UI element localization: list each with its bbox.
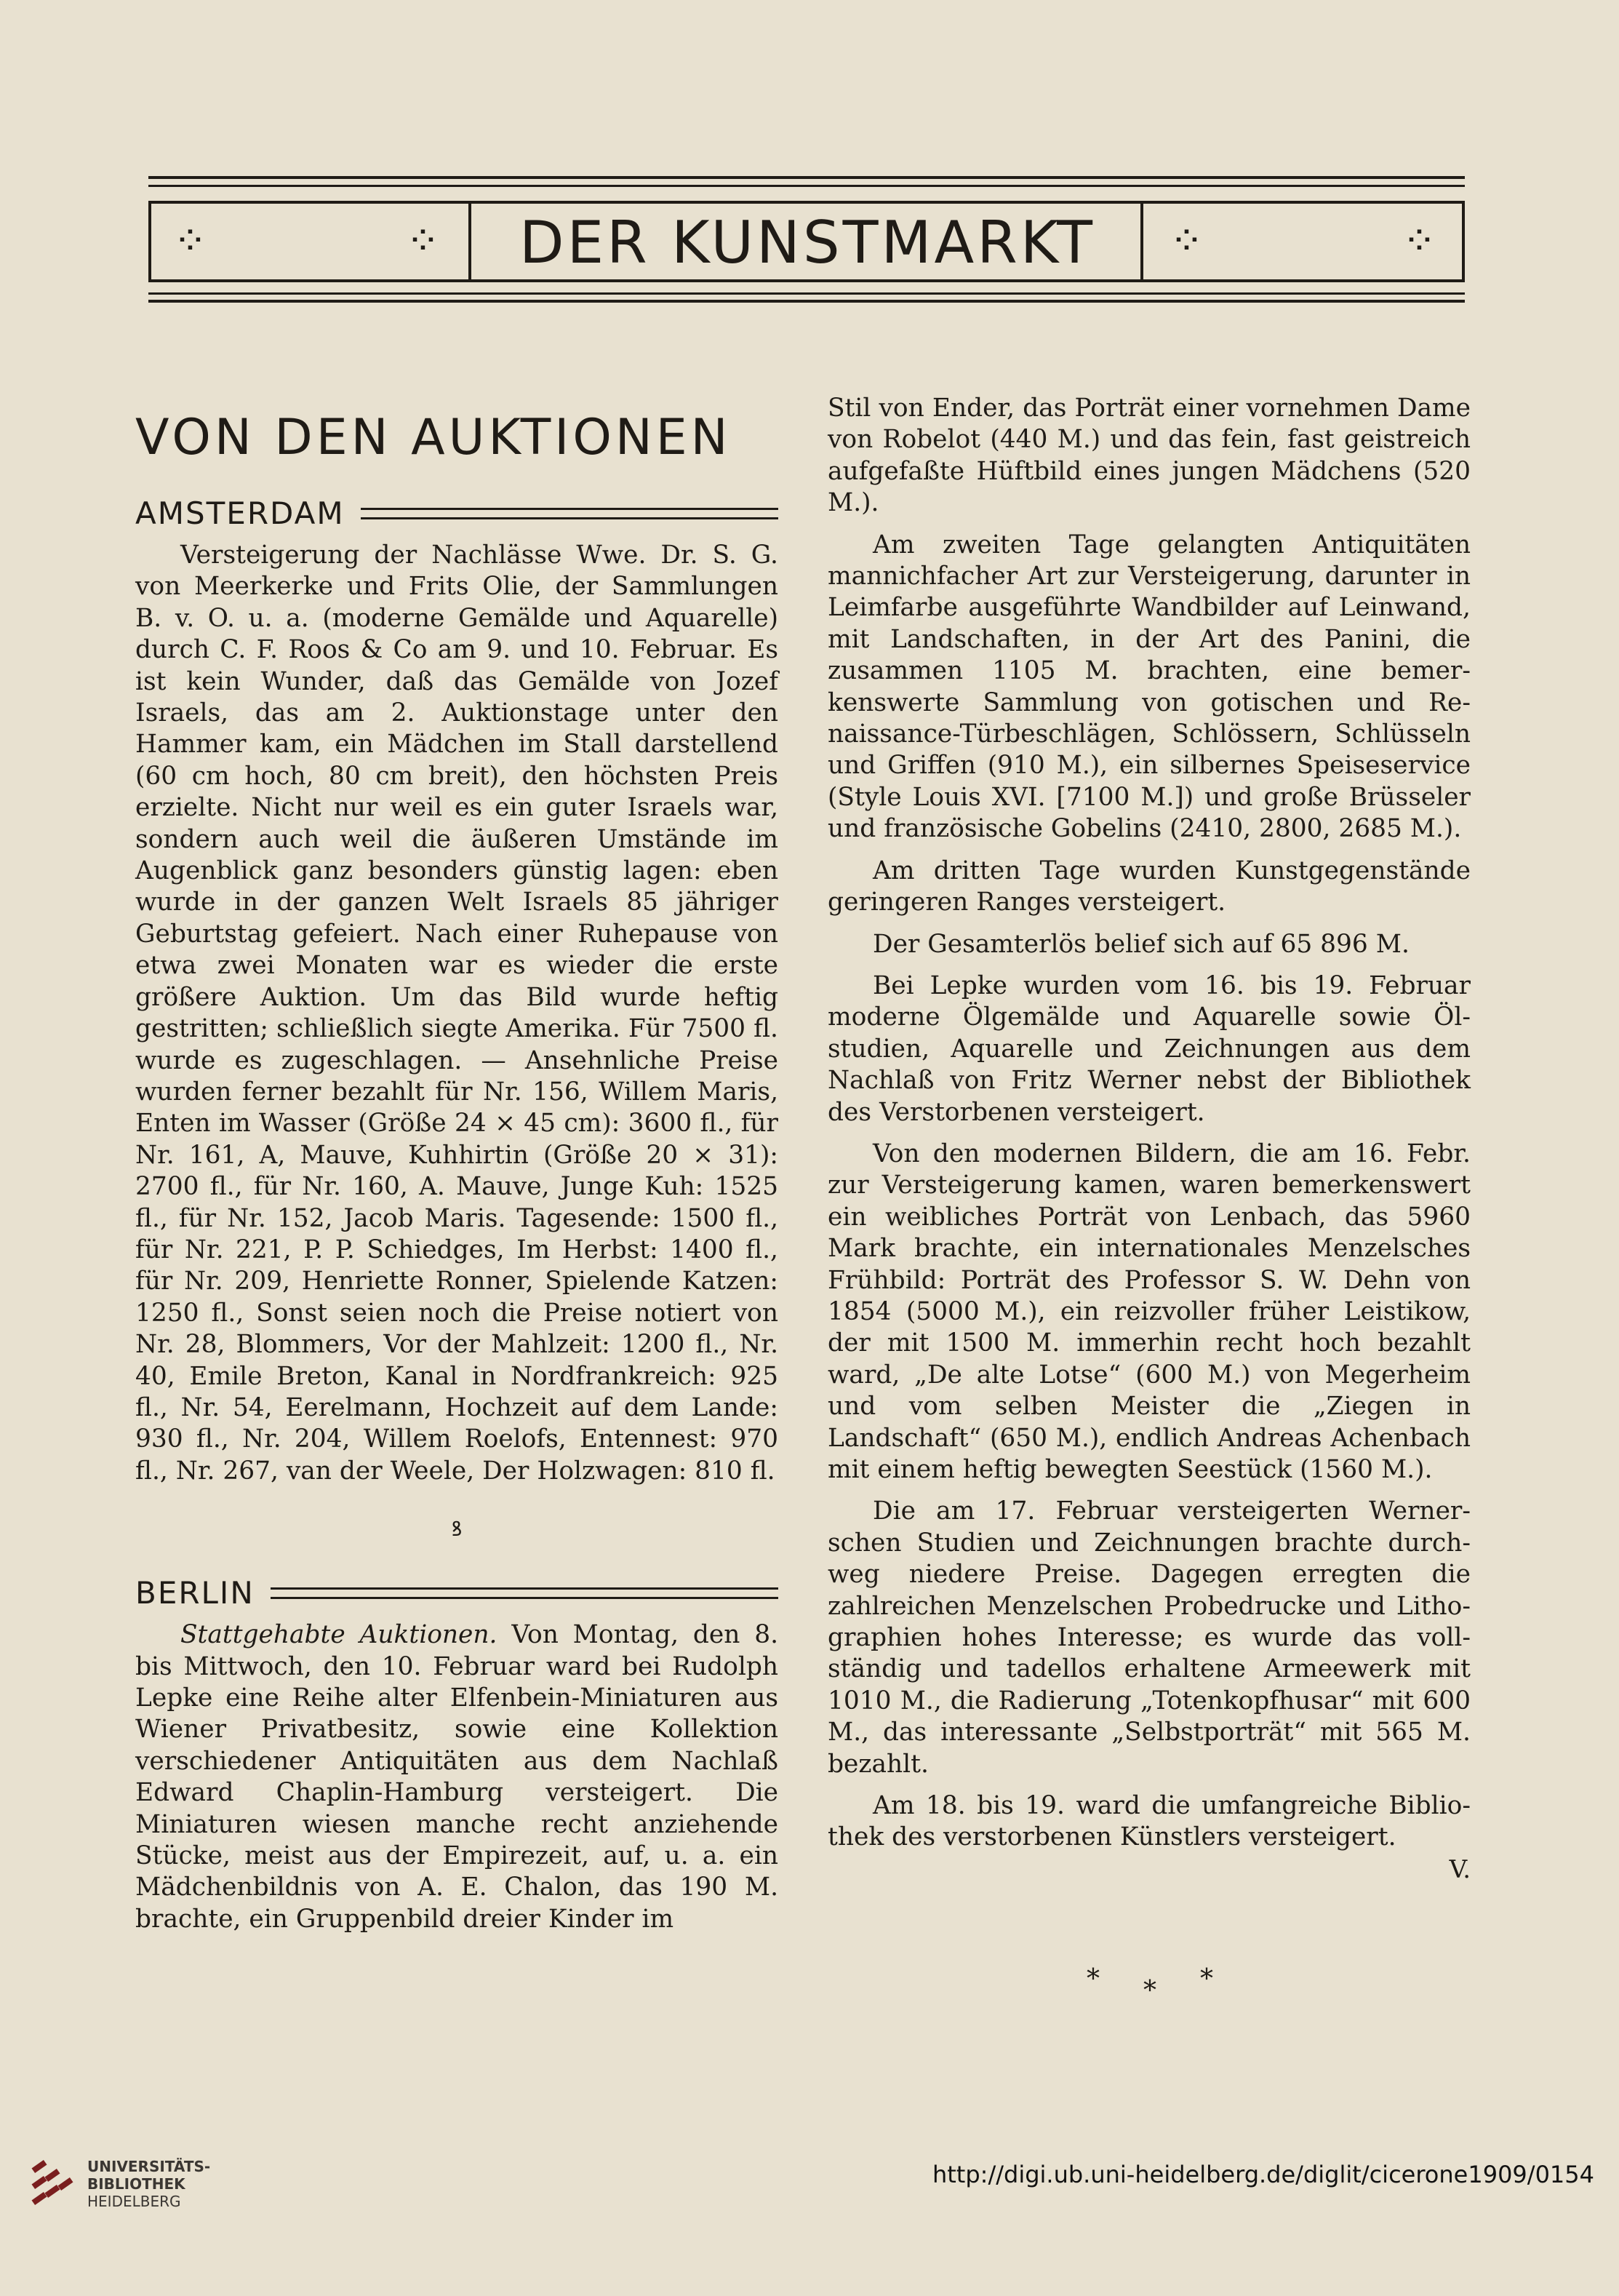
paragraph-body: Von Montag, den 8. bis Mittwoch, den 10. Februar ward bei Rudolph Lepke eine Reihe alter Elfenbein-Miniaturen aus Wiener Privatbesitz, sowie eine Kollektion verschiedener Antiquitäten aus dem Nachlaß Edward Chaplin-Hamburg versteigert. Die Miniaturen wiesen manche recht anziehende Stücke, meist aus der Empirezeit, auf, u. a. ein Mädchenbildnis von A. E. Chalon, das 190 M. brachte, ein Gruppenbild dreier Kinder im (135, 1620, 778, 1934)
paragraph: Stil von Ender, das Porträt einer vornehmen Dame von Robelot (440 M.) und das fein, fast geistreich aufgefaßte Hüftbild eines jungen Mädchens (520 M.). (828, 394, 1471, 518)
library-logo-icon (29, 2158, 80, 2209)
asterism (1069, 1964, 1244, 2008)
paragraph: Von den modernen Bildern, die am 16. Febr. zur Versteigerung kamen, waren bemerkenswert ein weibliches Porträt von Lenbach, das 5960 Mark brachte, ein internationales Menzelsches Frühbild: Porträt des Professor S. W. Dehn von 1854 (5000 M.), ein reizvoller früher Leistikow, der mit 1500 M. immerhin recht hoch bezahlt ward, „De alte Lotse“ (600 M.) von Megerheim und vom selben Meister die „Ziegen in Landschaft“ (650 M.), endlich Andreas Achenbach mit einem heftig bewegten Seestück (1560 M.). (828, 1139, 1471, 1484)
paragraph: Die am 17. Februar versteigerten Wernerschen Studien und Zeichnungen brachte durchweg niedere Preise. Dagegen erregten die zahlreichen Menzelschen Probedrucke und Lithographien hohes Interesse; es wurde das vollständig und tadellos erhaltene Armeewerk mit 1010 M., die Radierung „Totenkopfhusar“ mit 600 M., das interessante „Selbstporträt“ mit 565 M. bezahlt. (828, 1496, 1471, 1779)
permalink[interactable]: http://digi.ub.uni-heidelberg.de/diglit/cicerone1909/0154 (932, 2161, 1594, 2188)
masthead-bottom-rule-thin (148, 292, 1465, 295)
paragraph: Versteigerung der Nachlässe Wwe. Dr. S. G. von Meerkerke und Frits Olie, der Sammlungen B. v. O. u. a. (moderne Gemälde und Aquarelle) durch C. F. Roos & Co am 9. und 10. Februar. Es ist kein Wunder, daß das Gemälde von Jozef Israels, das am 2. Auktionstage unter den Hammer kam, ein Mädchen im Stall darstellend (60 cm hoch, 80 cm breit), den höchsten Preis erzielte. Nicht nur weil es ein guter Israels war, sondern auch weil die äußeren Umstände im Augenblick ganz besonders günstig lagen: eben wurde in der ganzen Welt Israels 85 jähriger Geburtstag gefeiert. Nach einer Ruhepause von etwa zwei Monaten war es wieder die erste größere Auktion. Um das Bild wurde heftig gestritten; schließlich siegte Amerika. Für 7500 fl. wurde es zugeschlagen. — Ansehnliche Preise wurden ferner bezahlt für Nr. 156, Willem Maris, Enten im Wasser (Größe 24 × 45 cm): 3600 fl., für Nr. 161, A, Mauve, Kuhhirtin (Größe 20 × 31): 2700 fl., für Nr. 160, A. Mauve, Junge Kuh: 1525 fl., für Nr. 152, Jacob Maris. Tagesende: 1500 fl., für Nr. 221, P. P. Schiedges, Im Herbst: 1400 fl., für Nr. 209, Henriette Ronner, Spielende Katzen: 1250 fl., Sonst seien noch die Preise notiert von Nr. 28, Blommers, Vor der Mahlzeit: 1200 fl., Nr. 40, Emile Breton, Kanal in Nordfrankreich: 925 fl., Nr. 54, Eerelmann, Hochzeit auf dem Lande: 930 fl., Nr. 204, Willem Roelofs, Entennest: 970 fl., Nr. 267, van der Weele, Der Holzwagen: 810 fl. (135, 541, 778, 1486)
asterisk: * (1200, 1964, 1213, 1994)
library-line: UNIVERSITÄTS- (87, 2158, 211, 2175)
left-column (135, 393, 778, 1945)
library-line: HEIDELBERG (87, 2193, 181, 2210)
masthead-divider (468, 204, 471, 279)
paragraph: Der Gesamterlös belief sich auf 65 896 M. (873, 929, 1410, 959)
masthead-bottom-rule (148, 300, 1465, 303)
double-rule (361, 508, 778, 519)
paragraph: Am dritten Tage wurden Kunstgegenstände geringeren Ranges versteigert. (828, 856, 1471, 917)
diamond-ornament-icon: ⁘ (406, 218, 440, 265)
section-separator: ꝸ (451, 1517, 463, 1542)
library-line: BIBLIOTHEK (87, 2175, 185, 2193)
masthead-frame (148, 201, 1465, 282)
masthead-top-rule (148, 176, 1465, 179)
diamond-ornament-icon: ⁘ (173, 218, 207, 265)
paragraph: Am zweiten Tage gelangten Antiquitäten mannichfacher Art zur Versteigerung, darunter in Leimfarbe ausgeführte Wandbilder auf Leinwand, mit Landschaften, in der Art des Panini, die zusammen 1105 M. brachten, eine bemerkenswerte Sammlung von gotischen und Renaissance-Türbeschlägen, Schlössern, Schlüsseln und Griffen (910 M.), ein silbernes Speiseservice (Style Louis XVI. [7100 M.]) und große Brüsseler und französische Gobelins (2410, 2800, 2685 M.). (828, 530, 1471, 844)
masthead-title: DER KUNSTMARKT (519, 209, 1095, 276)
asterisk: * (1143, 1976, 1156, 2006)
paragraph: Am 18. bis 19. ward die umfangreiche Bibliothek des verstorbenen Künstlers versteigert. (828, 1791, 1471, 1852)
section-label: AMSTERDAM (135, 495, 345, 531)
section-heading-berlin (135, 1573, 778, 1614)
footer (0, 2153, 1619, 2296)
asterisk: * (1087, 1964, 1100, 1994)
paragraph-lead: Stattgehabte Auktionen. (180, 1620, 497, 1650)
diamond-ornament-icon: ⁘ (1402, 218, 1436, 265)
masthead-top-rule-thin (148, 185, 1465, 187)
masthead (148, 176, 1465, 322)
paragraph: Bei Lepke wurden vom 16. bis 19. Februar moderne Ölgemälde und Aquarelle sowie Ölstudien, Aquarelle und Zeichnungen aus dem Nachlaß von Fritz Werner nebst der Bibliothek des Verstorbenen versteigert. (828, 970, 1471, 1127)
double-rule (271, 1587, 778, 1599)
masthead-divider (1140, 204, 1143, 279)
section-label: BERLIN (135, 1575, 255, 1611)
signature: V. (1449, 1854, 1471, 1884)
paragraph (135, 1619, 778, 1935)
article-title: VON DEN AUKTIONEN (135, 409, 732, 466)
section-heading-amsterdam (135, 493, 778, 534)
diamond-ornament-icon: ⁘ (1170, 218, 1204, 265)
right-column (828, 393, 1471, 1886)
library-name (87, 2158, 210, 2210)
